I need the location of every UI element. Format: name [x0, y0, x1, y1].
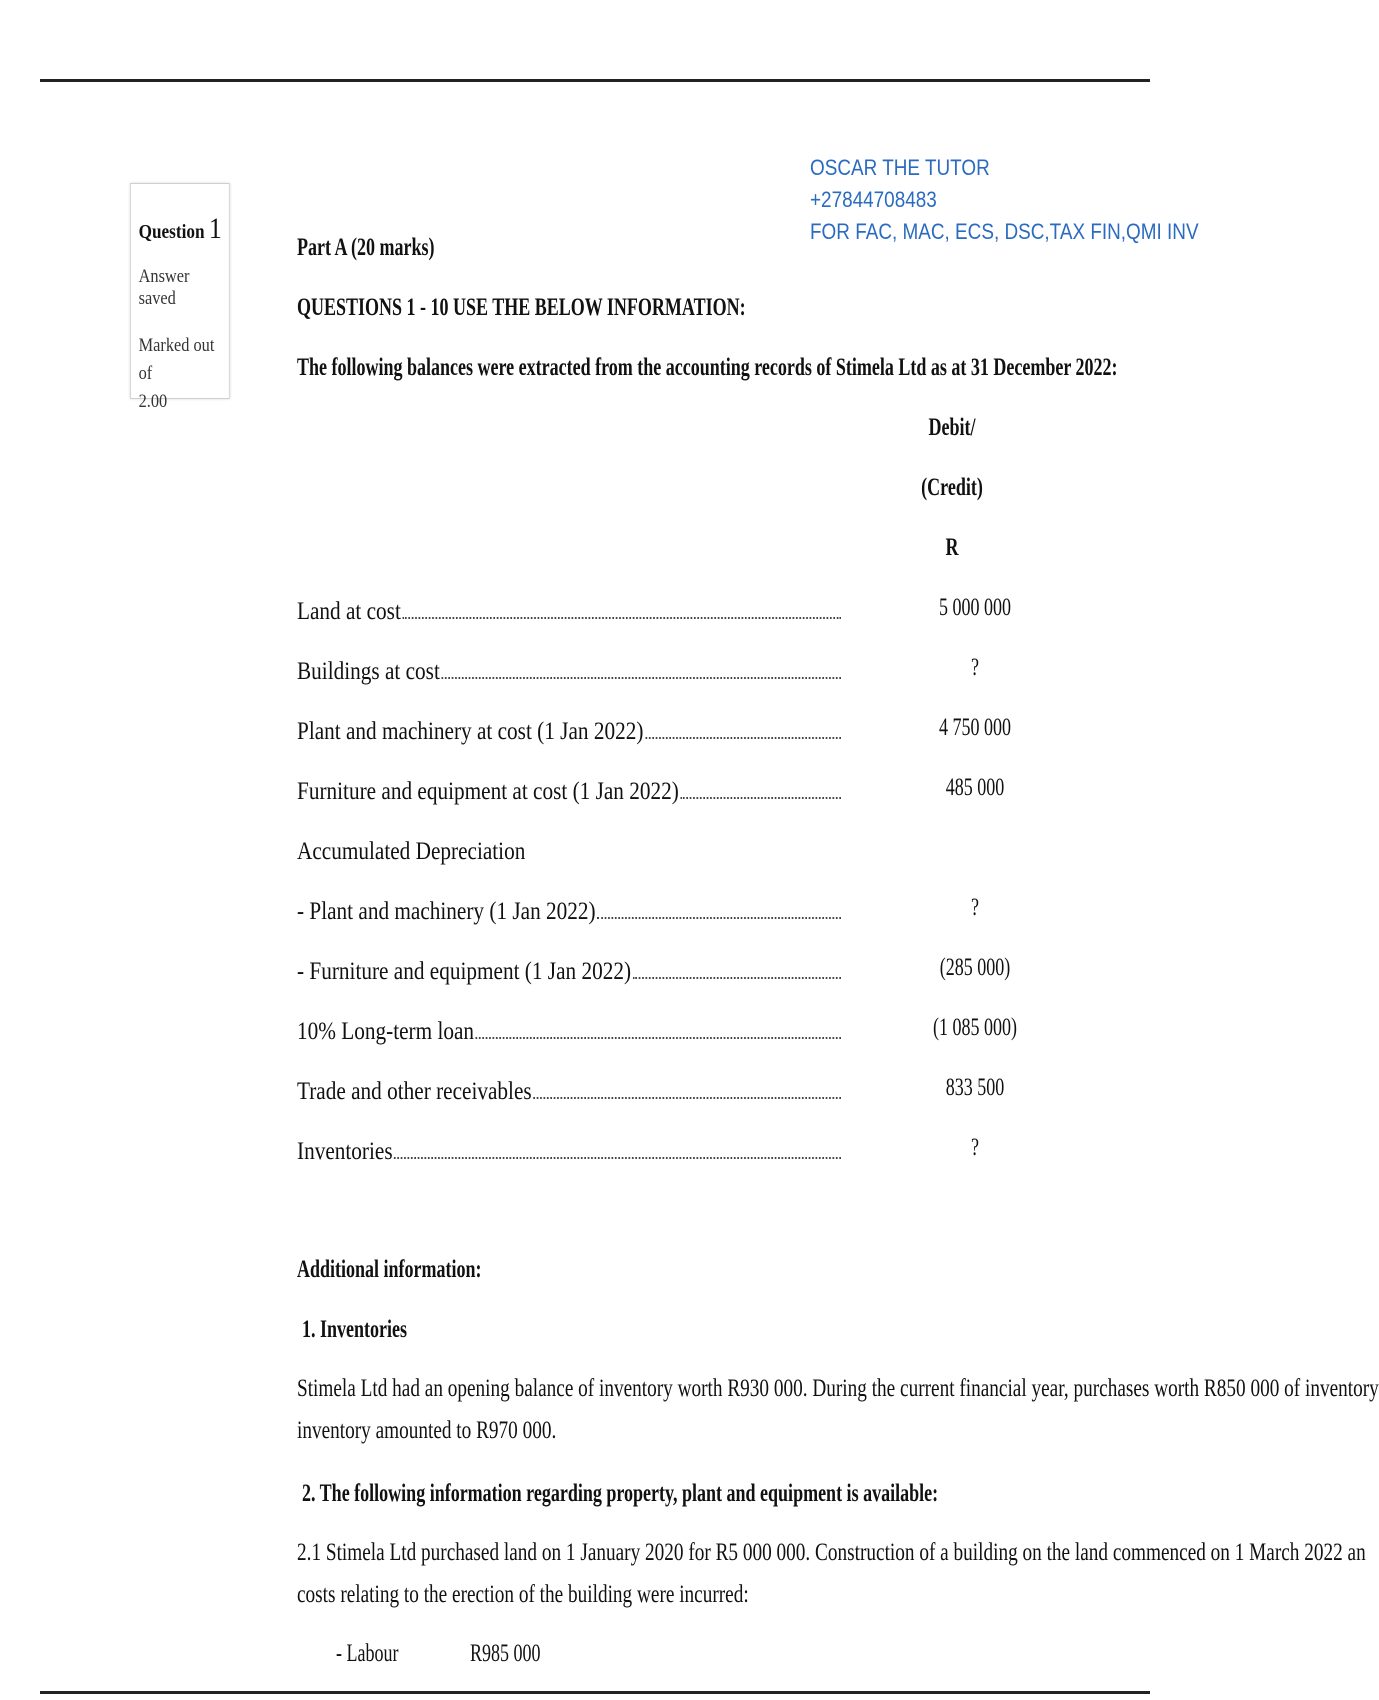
balance-row: 10% Long-term loan [297, 1014, 841, 1046]
additional-info-heading: Additional information: [297, 1256, 482, 1283]
inventories-heading: 1. Inventories [302, 1316, 407, 1343]
bottom-divider [40, 1691, 1150, 1694]
balance-amount: ? [970, 1134, 979, 1161]
part-heading: Part A (20 marks) [297, 234, 435, 261]
balance-row: Trade and other receivables [297, 1074, 841, 1106]
column-header-credit: (Credit) [921, 474, 983, 501]
tutor-watermark: OSCAR THE TUTOR +27844708483 FOR FAC, MAC, ECS, DSC,TAX FIN,QMI INV [810, 155, 1199, 244]
balance-row: - Furniture and equipment (1 Jan 2022) [297, 954, 841, 986]
labour-label: - Labour [336, 1640, 399, 1667]
labour-amount: R985 000 [470, 1640, 541, 1667]
balance-row: - Plant and machinery (1 Jan 2022) [297, 894, 841, 926]
balance-amount: 833 500 [945, 1074, 1005, 1101]
balance-amount: (285 000) [939, 954, 1011, 981]
question-number: 1 [208, 212, 222, 245]
question-status: Answer saved [138, 266, 190, 309]
balance-amount: (1 085 000) [933, 1014, 1017, 1041]
balance-amount: 5 000 000 [939, 594, 1011, 621]
balance-row: Land at cost [297, 594, 841, 626]
balance-section-heading: Accumulated Depreciation [297, 838, 526, 865]
ppe-heading: 2. The following information regarding property, plant and equipment is available: [302, 1480, 939, 1507]
balance-row: Inventories [297, 1134, 841, 1166]
balance-amount: ? [970, 654, 979, 681]
instruction-heading: QUESTIONS 1 - 10 USE THE BELOW INFORMATION: [297, 294, 746, 321]
inventories-text: Stimela Ltd had an opening balance of inventory worth R930 000. During the current financial year, purchases worth R850 000 of inventory inventory amounted to R970 000. [297, 1375, 1379, 1444]
balance-amount: 4 750 000 [939, 714, 1011, 741]
ppe-text: 2.1 Stimela Ltd purchased land on 1 January 2020 for R5 000 000. Construction of a building on the land commenced on 1 March 2022 an costs relating to the erection of the building were incurred: [297, 1539, 1366, 1608]
balance-row: Furniture and equipment at cost (1 Jan 2022) [297, 774, 841, 806]
question-info-box [130, 183, 230, 412]
balance-amount: 485 000 [945, 774, 1005, 801]
column-header-debit: Debit/ [928, 414, 976, 441]
question-label: Question 1 [138, 212, 222, 245]
question-marks: Marked out of 2.00 [138, 335, 215, 412]
balance-row: Plant and machinery at cost (1 Jan 2022) [297, 714, 841, 746]
column-header-currency: R [945, 534, 959, 561]
balance-row: Buildings at cost [297, 654, 841, 686]
intro-text: The following balances were extracted from the accounting records of Stimela Ltd as at 31 December 2022: [297, 354, 1118, 381]
top-divider [40, 79, 1150, 82]
balance-amount: ? [970, 894, 979, 921]
